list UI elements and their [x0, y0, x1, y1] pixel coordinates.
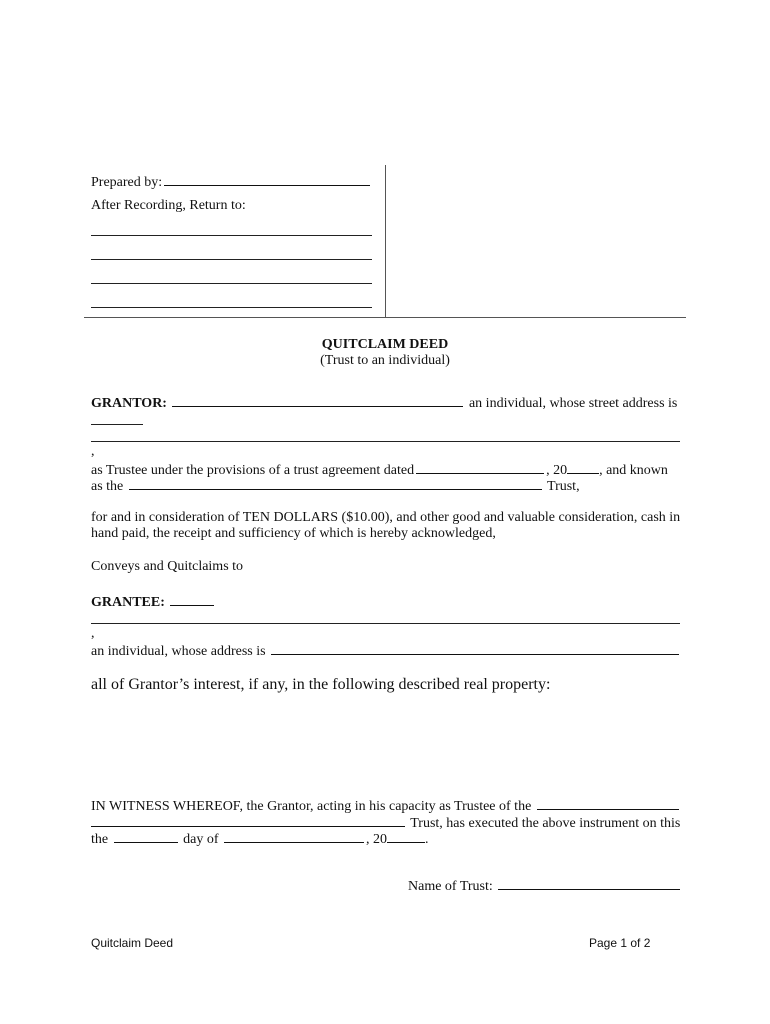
witness-trust-blank-1[interactable] [537, 797, 679, 810]
name-of-trust-row [408, 877, 682, 895]
witness-line-1 [91, 797, 681, 815]
trust-name-row [91, 477, 580, 495]
return-to-line-1[interactable] [91, 235, 372, 236]
conveys-text: Conveys and Quitclaims to [91, 559, 244, 574]
witness-period: . [425, 832, 429, 847]
page-title: QUITCLAIM DEED [321, 337, 449, 352]
footer-page-number: Page 1 of 2 [589, 936, 651, 950]
footer-title: Quitclaim Deed [91, 936, 174, 950]
after-recording-label: After Recording, Return to: [91, 198, 246, 213]
grantee-address-blank[interactable] [271, 642, 679, 655]
as-the-text: as the [91, 479, 124, 494]
interest-text: all of Grantor’s interest, if any, in the following described real property: [91, 676, 551, 693]
name-of-trust-label: Name of Trust: [408, 879, 493, 894]
grantee-row [91, 593, 216, 611]
grantee-name-blank[interactable] [170, 593, 214, 606]
grantor-address-text: an individual, whose street address is [468, 396, 678, 411]
prepared-by-label: Prepared by: [91, 175, 163, 190]
recording-box-divider [385, 165, 386, 317]
recording-box-bottom [84, 317, 686, 318]
prepared-by-row [91, 173, 372, 191]
grantor-comma: , [91, 444, 95, 459]
grantee-label: GRANTEE: [91, 595, 165, 610]
witness-day-blank[interactable] [114, 830, 178, 843]
trust-word: Trust, [547, 479, 580, 494]
trust-year-blank[interactable] [567, 461, 599, 474]
grantee-address-text: an individual, whose address is [91, 644, 266, 659]
known-text: , and known [599, 463, 668, 478]
trustee-text: as Trustee under the provisions of a trust agreement dated [91, 463, 415, 478]
witness-month-blank[interactable] [224, 830, 364, 843]
grantor-label: GRANTOR: [91, 396, 167, 411]
witness-trust-blank-2[interactable] [91, 814, 405, 827]
trust-name-blank[interactable] [129, 477, 542, 490]
witness-text-1: IN WITNESS WHEREOF, the Grantor, acting in his capacity as Trustee of the [91, 799, 532, 814]
witness-year-blank[interactable] [387, 830, 425, 843]
return-to-line-4[interactable] [91, 307, 372, 308]
consideration-line-1: for and in consideration of TEN DOLLARS ($10.00), and other good and valuable consideration, cash in [91, 510, 681, 525]
return-to-line-3[interactable] [91, 283, 372, 284]
consideration-line-2: hand paid, the receipt and sufficiency of which is hereby acknowledged, [91, 526, 496, 541]
trust-date-blank[interactable] [416, 461, 544, 474]
witness-the: the [91, 832, 109, 847]
grantee-address-row [91, 642, 681, 660]
name-of-trust-blank[interactable] [498, 877, 680, 890]
grantor-address-blank-short[interactable] [91, 424, 143, 425]
prepared-by-blank[interactable] [164, 173, 370, 186]
witness-year-prefix: , 20 [366, 832, 387, 847]
witness-text-2: Trust, has executed the above instrument on this [410, 816, 681, 831]
grantor-row [91, 394, 677, 412]
page-subtitle: (Trust to an individual) [320, 353, 450, 368]
year-prefix: , 20 [546, 463, 568, 478]
witness-day-of: day of [183, 832, 219, 847]
witness-line-3 [91, 830, 429, 848]
grantor-name-blank[interactable] [172, 394, 463, 407]
grantee-line[interactable] [91, 623, 680, 624]
grantee-comma: , [91, 626, 95, 641]
grantor-address-blank-long[interactable] [91, 441, 680, 442]
return-to-line-2[interactable] [91, 259, 372, 260]
